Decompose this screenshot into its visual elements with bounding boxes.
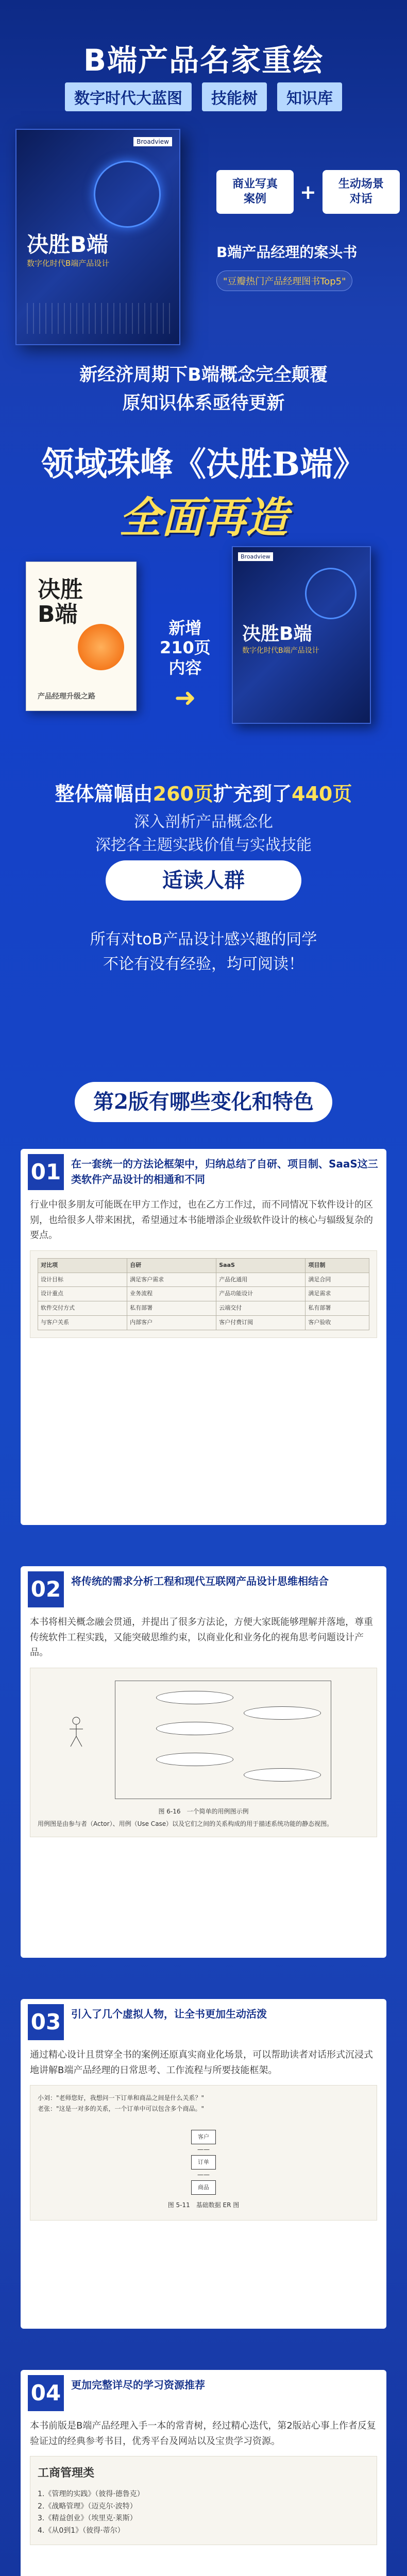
resource-item: 3.《精益创业》（埃里克·莱斯） [38,2514,137,2523]
table-cell: 满足需求 [306,1287,369,1301]
hero-tag: 知识库 [277,82,342,111]
pages-to: 440页 [292,783,352,805]
er-diagram [38,2119,369,2195]
hero-tag: 数字时代大蓝图 [65,82,192,111]
audience-section [0,850,407,1092]
table-cell: 客户验收 [306,1315,369,1330]
audience-line: 所有对toB产品设计感兴趣的同学 [90,930,317,948]
paper-text: 用例图是由参与者（Actor）、用例（Use Case）以及它们之间的关系构成的用于描述系统功能的静态视图。 [38,1820,333,1828]
use-case-ellipse [244,1706,321,1720]
use-case-diagram [38,1675,369,1804]
revision-title: 领域珠峰《决胜B端》 [41,445,366,484]
card-number: 01 [28,1154,64,1190]
revision-highlight: 全面再造 [119,493,288,543]
feature-box: 商业写真 案例 [216,170,294,214]
er-relation-line: —— [197,2146,210,2154]
use-case-ellipse [156,1691,233,1704]
paper-excerpt [30,1250,377,1337]
table-row [38,1301,369,1316]
paper-excerpt [30,2085,377,2220]
case-book-text: B端产品经理的案头书 [216,244,358,261]
resource-title: 工商管理类 [38,2467,95,2480]
plus-icon: + [300,180,316,204]
update-line: 原知识体系亟待更新 [122,393,285,414]
sub-line: 深入剖析产品概念化 [134,813,273,831]
card-header [21,2370,386,2415]
figure-caption: 图 5-11 基础数据 ER 图 [167,2201,240,2209]
old-book-title: 决胜 B端 [38,577,83,628]
card-number: 04 [28,2375,64,2411]
paper-excerpt [30,1668,377,1837]
table-header: 项目制 [306,1259,369,1273]
update-line: 新经济周期下B端概念完全颠覆 [79,365,328,385]
er-entity: 订单 [191,2155,216,2170]
pages-mid: 扩充到了 [213,783,292,805]
audience-line: 不论有没有经验，均可阅读！ [103,955,304,973]
card-number: 03 [28,2004,64,2040]
table-cell: 客户付费订阅 [216,1315,306,1330]
er-entity: 商品 [191,2180,216,2195]
publisher-logo: Broadview [238,552,273,561]
table-cell: 内部客户 [127,1315,216,1330]
hero-tags [0,82,407,111]
book-cover [15,129,180,345]
table-cell: 软件交付方式 [38,1301,127,1316]
sub-line: 深挖各主题实践价值与实战技能 [95,836,312,854]
paper-text: 小刘："老师您好，我想问一下订单和商品之间是什么关系？" 老张："这是一对多的关系，一个订单中可以包含多个商品。" [38,2094,205,2112]
card-title: 将传统的需求分析工程和现代互联网产品设计思维相结合 [71,1575,329,1587]
top5-badge: "豆瓣热门产品经理图书Top5" [216,270,352,291]
table-cell: 与客户关系 [38,1315,127,1330]
new-pages-text: 新增 210页 内容 [160,618,211,677]
card-body: 本书前版是B端产品经理入手一本的常青树，经过精心迭代，第2版站心事上作者反复验证过的经典参考书目，优秀平台及网站以及宝贵学习资源。 [30,2420,376,2447]
card-title: 更加完整详尽的学习资源推荐 [71,2379,205,2391]
card-header [21,1999,386,2044]
book-title: 决胜B端 [27,232,109,257]
hero-tag: 技能树 [202,82,267,111]
table-row [38,1287,369,1301]
table-cell: 云端交付 [216,1301,306,1316]
pages-expansion [0,778,407,806]
paper-excerpt [30,2456,377,2545]
card-body: 本书将相关概念融会贯通，并提出了很多方法论，方便大家既能够理解并落地，尊重传统软件工程实践，又能突破思维约束，以商业化和业务化的视角思考问题设计产品。 [30,1617,373,1658]
table-cell: 设计目标 [38,1273,127,1287]
table-row [38,1315,369,1330]
resource-item: 1.《管理的实践》（彼得·德鲁克） [38,2489,144,2498]
new-book-title: 决胜B端 [242,623,312,645]
arrow-right-icon: ➜ [174,683,196,713]
publisher-logo: Broadview [133,137,172,146]
table-cell: 业务流程 [127,1287,216,1301]
table-cell: 满足合同 [306,1273,369,1287]
table-header: SaaS [216,1259,306,1273]
er-relation-line: —— [197,2171,210,2179]
hero-section [0,0,407,428]
card-title: 引入了几个虚拟人物，让全书更加生动活泼 [71,2008,267,2020]
table-cell: 满足客户需求 [127,1273,216,1287]
change-card-03 [21,1999,386,2329]
card-title: 在一套统一的方法论框架中，归纳总结了自研、项目制、SaaS这三类软件产品设计的相通和不同 [71,1158,378,1185]
table-cell: 私有部署 [306,1301,369,1316]
feature-box: 生动场景 对话 [323,170,400,214]
comparison-table [38,1258,369,1330]
table-cell: 私有部署 [127,1301,216,1316]
audience-title: 适读人群 [106,860,301,901]
cover-decoration [27,303,171,334]
table-cell: 产品化通用 [216,1273,306,1287]
card-header [21,1566,386,1612]
change-card-04 [21,2370,386,2576]
er-entity: 客户 [191,2130,216,2145]
old-book-graphic [78,624,124,670]
hero-title: B端产品名家重绘 [83,43,324,78]
pages-from: 260页 [152,783,213,805]
figure-caption: 图 6-16 一个简单的用例图示例 [158,1808,249,1816]
cover-ring-graphic [94,161,161,228]
table-cell: 设计重点 [38,1287,127,1301]
new-book-cover [232,546,371,724]
actor-icon [69,1717,84,1748]
old-book-cover [26,562,137,711]
card-number: 02 [28,1571,64,1607]
cover-ring-graphic [305,568,357,619]
resource-item: 2.《战略管理》（迈克尔·波特） [38,2502,137,2511]
card-body: 通过精心设计且贯穿全书的案例还原真实商业化场景，可以帮助读者对话形式沉浸式地讲解B端产品经理的日常思考、工作流程与所要技能框架。 [30,2049,373,2076]
audience-text [0,927,407,977]
table-cell: 产品功能设计 [216,1287,306,1301]
pages-prefix: 整体篇幅由 [55,783,153,805]
table-row [38,1273,369,1287]
card-header [21,1149,386,1194]
new-book-sub: 数字化时代B端产品设计 [242,647,319,655]
old-book-sub: 产品经理升级之路 [38,692,95,701]
change-card-01 [21,1149,386,1525]
book-subtitle: 数字化时代B端产品设计 [27,259,110,268]
use-case-ellipse [244,1768,321,1782]
card-body: 行业中很多朋友可能既在甲方工作过，也在乙方工作过，而不同情况下软件设计的区别，也给很多人带来困扰，希望通过本书能增添企业级软件设计的核心与辐级复杂的要点。 [30,1199,373,1241]
use-case-ellipse [156,1722,233,1735]
table-header: 对比项 [38,1259,127,1273]
changes-title: 第2版有哪些变化和特色 [75,1082,332,1122]
feature-row [216,170,400,214]
new-content-label [160,618,211,713]
change-card-02 [21,1566,386,1958]
revision-section [0,428,407,854]
use-case-ellipse [156,1753,233,1766]
table-header: 自研 [127,1259,216,1273]
resource-item: 4.《从0到1》（彼得·蒂尔） [38,2527,125,2535]
